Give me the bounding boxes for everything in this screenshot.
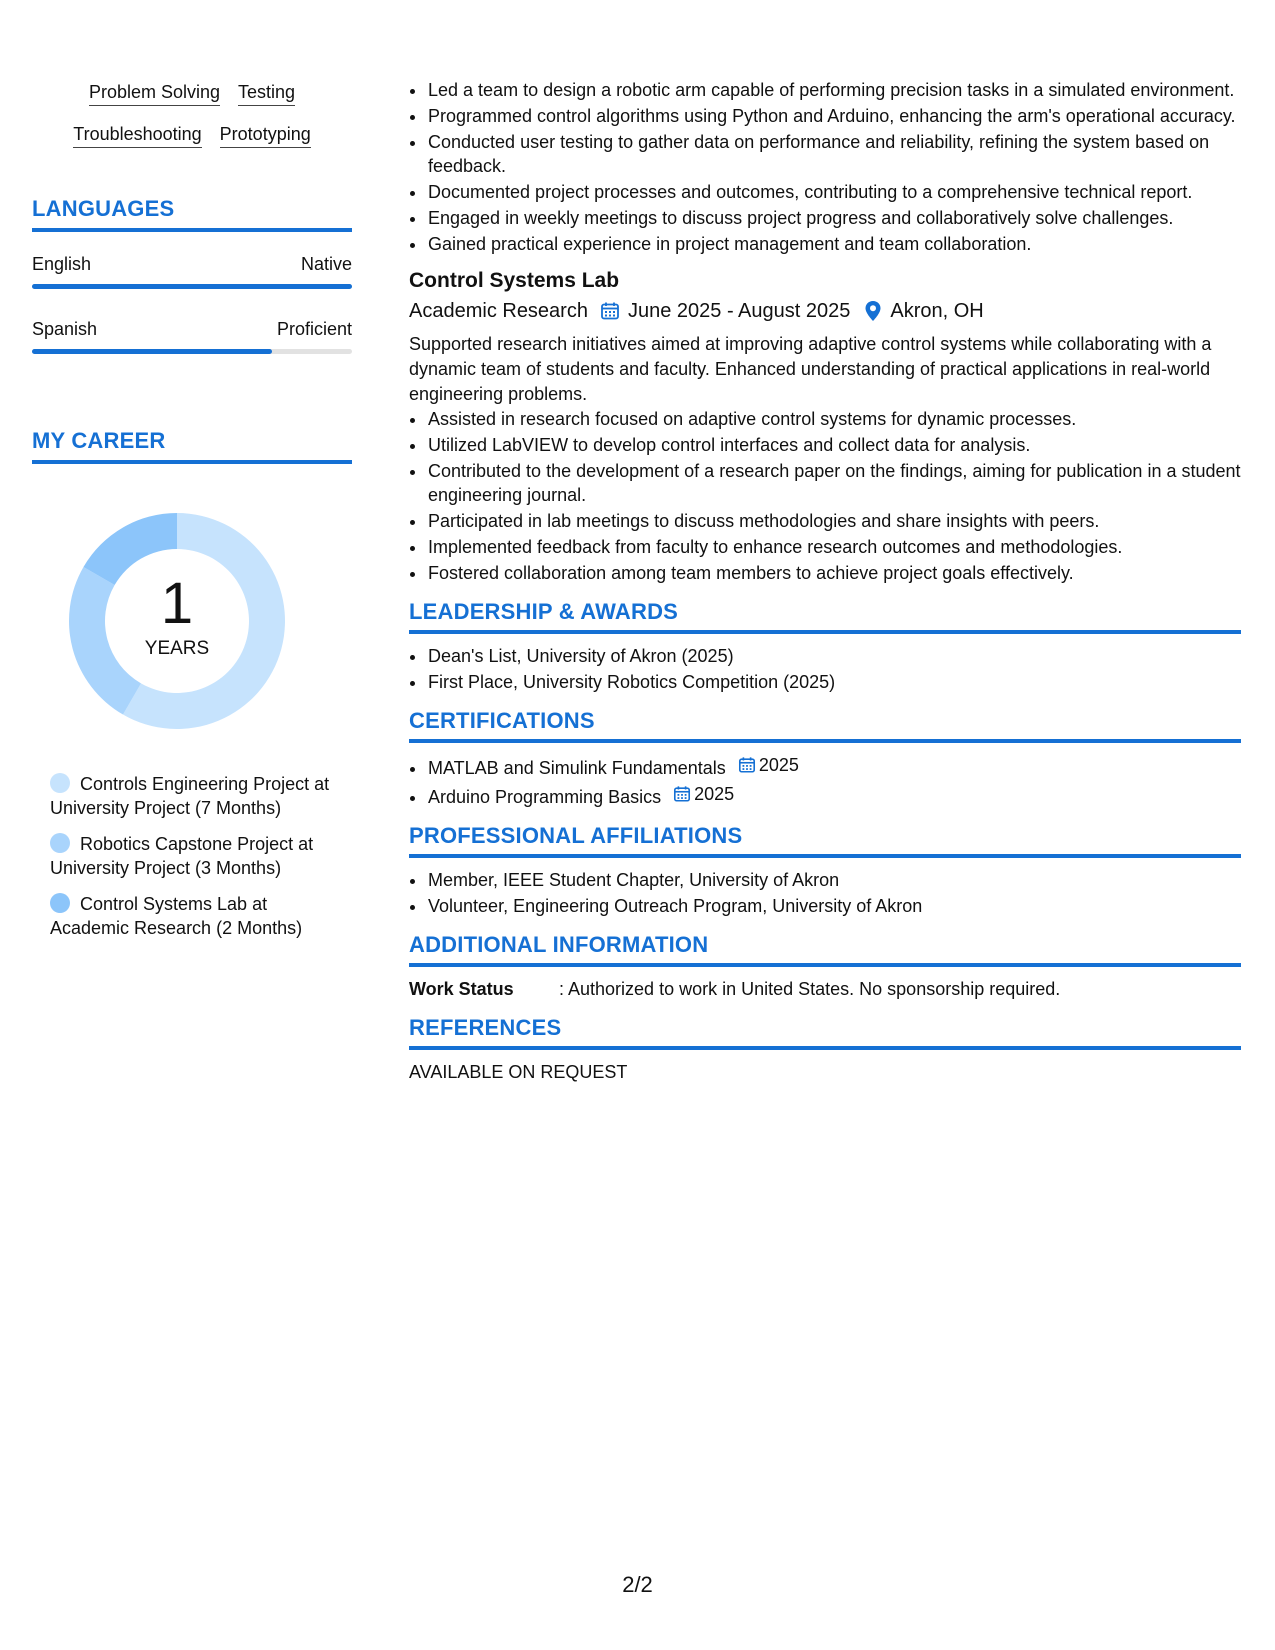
certification-name: MATLAB and Simulink Fundamentals — [428, 758, 726, 778]
calendar-icon — [673, 785, 691, 803]
language-level-bar — [32, 349, 352, 354]
certifications-heading: CERTIFICATIONS — [409, 708, 1241, 743]
skill-tag: Troubleshooting — [73, 124, 201, 148]
calendar-icon — [600, 301, 620, 321]
certification-item — [427, 782, 1241, 809]
language-level-fill — [32, 284, 352, 289]
work-status-label: Work Status — [409, 979, 514, 999]
bullet-item: • Gained practical experience in project management and team collaboration. — [427, 232, 1241, 256]
donut-center — [62, 506, 292, 736]
bullet-item: • Implemented feedback from faculty to enhance research outcomes and methodologies. — [427, 535, 1241, 559]
affiliations-list — [409, 868, 1241, 918]
bullet-item: • Assisted in research focused on adaptive control systems for dynamic processes. — [427, 407, 1241, 431]
certification-year: 2025 — [758, 755, 799, 775]
bullet-item: • Fostered collaboration among team members to achieve project goals effectively. — [427, 561, 1241, 585]
career-legend — [50, 772, 340, 940]
certification-date — [738, 753, 799, 777]
language-level-fill — [32, 349, 272, 354]
bullet-item: • Documented project processes and outcomes, contributing to a comprehensive technical report. — [427, 180, 1241, 204]
affiliations-heading: PROFESSIONAL AFFILIATIONS — [409, 823, 1241, 858]
bullet-item: • First Place, University Robotics Competition (2025) — [427, 670, 1241, 694]
certification-name: Arduino Programming Basics — [428, 787, 662, 807]
calendar-icon — [738, 756, 756, 774]
experience-bullets — [409, 78, 1241, 256]
additional-info-heading: ADDITIONAL INFORMATION — [409, 932, 1241, 967]
bullet-item: • Contributed to the development of a research paper on the findings, aiming for publication in a student engineering journal. — [427, 459, 1241, 507]
legend-text: Controls Engineering Project at University Project (7 Months) — [50, 774, 330, 818]
legend-text: Robotics Capstone Project at University Project (3 Months) — [50, 834, 314, 878]
bullet-item: • Engaged in weekly meetings to discuss project progress and collaboratively solve challenges. — [427, 206, 1241, 230]
certification-date — [673, 782, 734, 806]
legend-dot-icon — [50, 833, 70, 853]
language-level-bar — [32, 284, 352, 289]
experience-org: Academic Research — [409, 300, 588, 322]
language-level: Proficient — [276, 319, 352, 339]
page-number: 2/2 — [622, 1572, 653, 1597]
experience-bullets — [409, 407, 1241, 585]
bullet-item: • Programmed control algorithms using Python and Arduino, enhancing the arm's operational accuracy. — [427, 104, 1241, 128]
certifications-list — [409, 753, 1241, 809]
certification-item — [427, 753, 1241, 780]
references-heading: REFERENCES — [409, 1015, 1241, 1050]
legend-text: Control Systems Lab at Academic Research (2 Months) — [50, 894, 303, 938]
left-column — [32, 82, 352, 952]
work-status-value: : Authorized to work in United States. No sponsorship required. — [559, 979, 1061, 999]
bullet-item: • Conducted user testing to gather data on performance and reliability, refining the system based on feedback. — [427, 130, 1241, 178]
location-pin-icon — [864, 300, 882, 322]
right-column — [409, 78, 1241, 1084]
legend-dot-icon — [50, 773, 70, 793]
bullet-item: • Utilized LabVIEW to develop control interfaces and collect data for analysis. — [427, 433, 1241, 457]
language-name: Spanish — [32, 319, 98, 339]
bullet-item: • Volunteer, Engineering Outreach Program, University of Akron — [427, 894, 1241, 918]
language-level: Native — [300, 254, 352, 274]
skill-tag: Testing — [238, 82, 295, 106]
experience-dates: June 2025 - August 2025 — [627, 300, 851, 322]
career-total-years: 1 — [160, 571, 194, 636]
work-status-row — [409, 977, 1241, 1001]
career-donut-chart — [62, 506, 292, 736]
certification-year: 2025 — [694, 784, 735, 804]
bullet-item: • Led a team to design a robotic arm capable of performing precision tasks in a simulated environment. — [427, 78, 1241, 102]
references-text: AVAILABLE ON REQUEST — [409, 1062, 628, 1082]
leadership-list — [409, 644, 1241, 694]
career-legend-item — [50, 892, 340, 940]
career-legend-item — [50, 832, 340, 880]
experience-summary: Supported research initiatives aimed at improving adaptive control systems while collaborating with a dynamic team of students and faculty. Enhanced understanding of practical applications in real-world engineering problems. — [409, 334, 1212, 404]
career-legend-item — [50, 772, 340, 820]
experience-title: Control Systems Lab — [409, 269, 620, 292]
legend-dot-icon — [50, 893, 70, 913]
bullet-item: • Participated in lab meetings to discuss methodologies and share insights with peers. — [427, 509, 1241, 533]
experience-meta — [409, 298, 1241, 324]
skills-list — [32, 82, 352, 148]
language-name: English — [32, 254, 92, 274]
skill-tag: Prototyping — [220, 124, 311, 148]
leadership-heading: LEADERSHIP & AWARDS — [409, 599, 1241, 634]
language-item — [32, 319, 352, 354]
languages-heading: LANGUAGES — [32, 196, 352, 232]
career-heading: MY CAREER — [32, 428, 352, 464]
bullet-item: • Member, IEEE Student Chapter, University of Akron — [427, 868, 1241, 892]
bullet-item: • Dean's List, University of Akron (2025) — [427, 644, 1241, 668]
skill-row — [73, 124, 310, 148]
language-item — [32, 254, 352, 289]
skill-row — [89, 82, 295, 106]
skill-tag: Problem Solving — [89, 82, 220, 106]
career-total-unit: YEARS — [144, 638, 210, 659]
experience-location: Akron, OH — [890, 300, 984, 322]
